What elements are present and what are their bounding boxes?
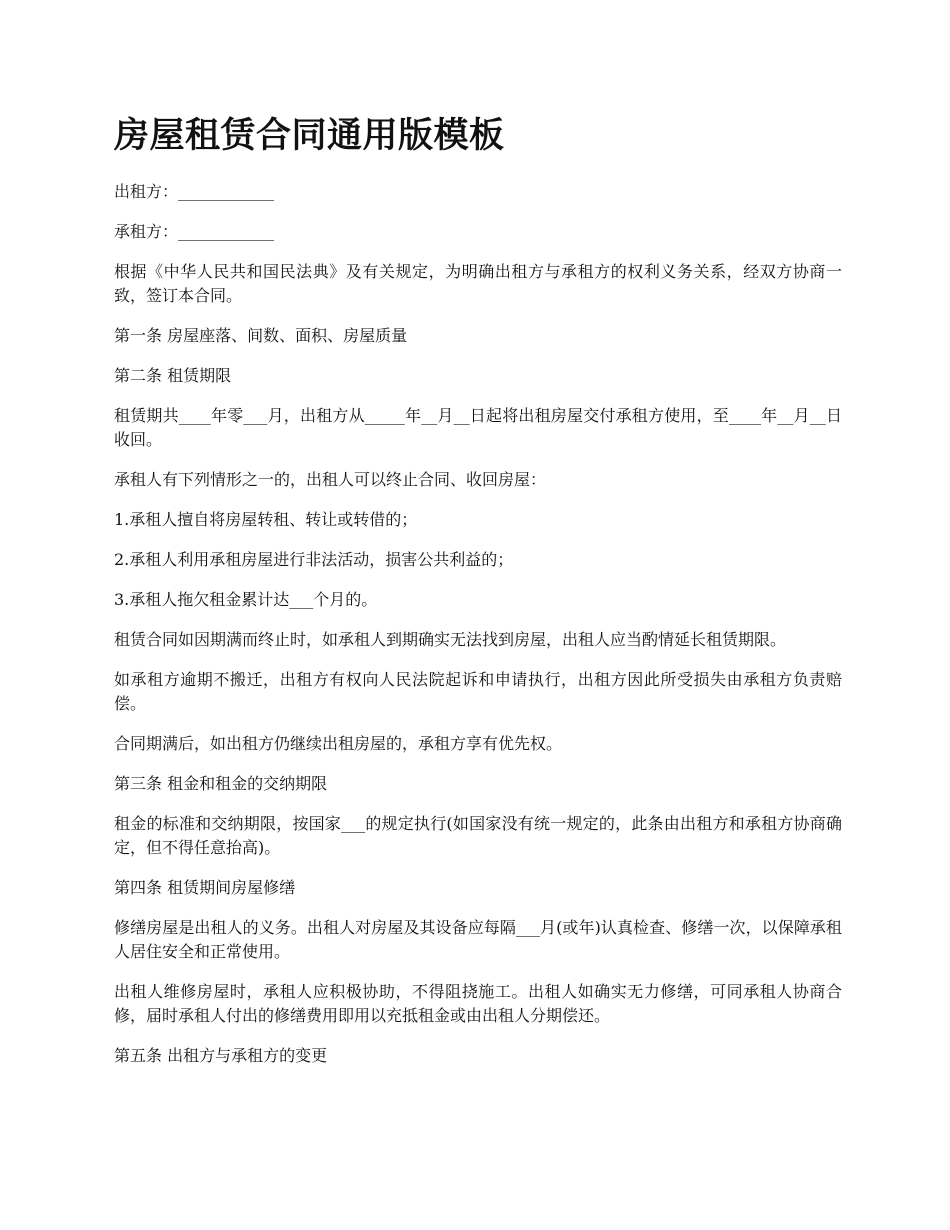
priority-right-paragraph: 合同期满后，如出租方仍继续出租房屋的，承租方享有优先权。 [114, 734, 563, 753]
article-1-heading: 第一条 房屋座落、间数、面积、房屋质量 [114, 326, 408, 345]
lease-term-paragraph: 租赁期共____年零___月，出租方从_____年__月__日起将出租房屋交付承租方使用，至____年__月__日收回。 [114, 406, 842, 449]
overdue-relocation-paragraph: 如承租方逾期不搬迁，出租方有权向人民法院起诉和申请执行，出租方因此所受损失由承租方负责赔偿。 [114, 670, 842, 713]
condition-item-3: 3.承租人拖欠租金累计达___个月的。 [114, 590, 378, 609]
lessee-line: 承租方：____________ [114, 222, 275, 241]
article-5-heading: 第五条 出租方与承租方的变更 [114, 1046, 328, 1065]
document-page [114, 112, 842, 1084]
preamble-paragraph: 根据《中华人民共和国民法典》及有关规定，为明确出租方与承租方的权利义务关系，经双方协商一致，签订本合同。 [114, 262, 842, 305]
termination-conditions-intro: 承租人有下列情形之一的，出租人可以终止合同、收回房屋： [114, 470, 547, 489]
condition-item-2: 2.承租人利用承租房屋进行非法活动，损害公共利益的； [114, 550, 514, 569]
repair-cooperation-paragraph: 出租人维修房屋时，承租人应积极协助，不得阻挠施工。出租人如确实无力修缮，可同承租人协商合修，届时承租人付出的修缮费用即用以充抵租金或由出租人分期偿还。 [114, 982, 842, 1025]
lessor-line: 出租方：____________ [114, 182, 275, 201]
condition-item-1: 1.承租人擅自将房屋转租、转让或转借的； [114, 510, 418, 529]
rent-standard-paragraph: 租金的标准和交纳期限，按国家___的规定执行(如国家没有统一规定的，此条由出租方和承租方协商确定，但不得任意抬高)。 [114, 814, 842, 857]
extension-paragraph: 租赁合同如因期满而终止时，如承租人到期确实无法找到房屋，出租人应当酌情延长租赁期限。 [114, 630, 787, 649]
article-2-heading: 第二条 租赁期限 [114, 366, 232, 385]
article-4-heading: 第四条 租赁期间房屋修缮 [114, 878, 296, 897]
article-3-heading: 第三条 租金和租金的交纳期限 [114, 774, 328, 793]
repair-obligation-paragraph: 修缮房屋是出租人的义务。出租人对房屋及其设备应每隔___月(或年)认真检查、修缮一次，以保障承租人居住安全和正常使用。 [114, 918, 842, 961]
document-title: 房屋租赁合同通用版模板 [114, 116, 505, 156]
